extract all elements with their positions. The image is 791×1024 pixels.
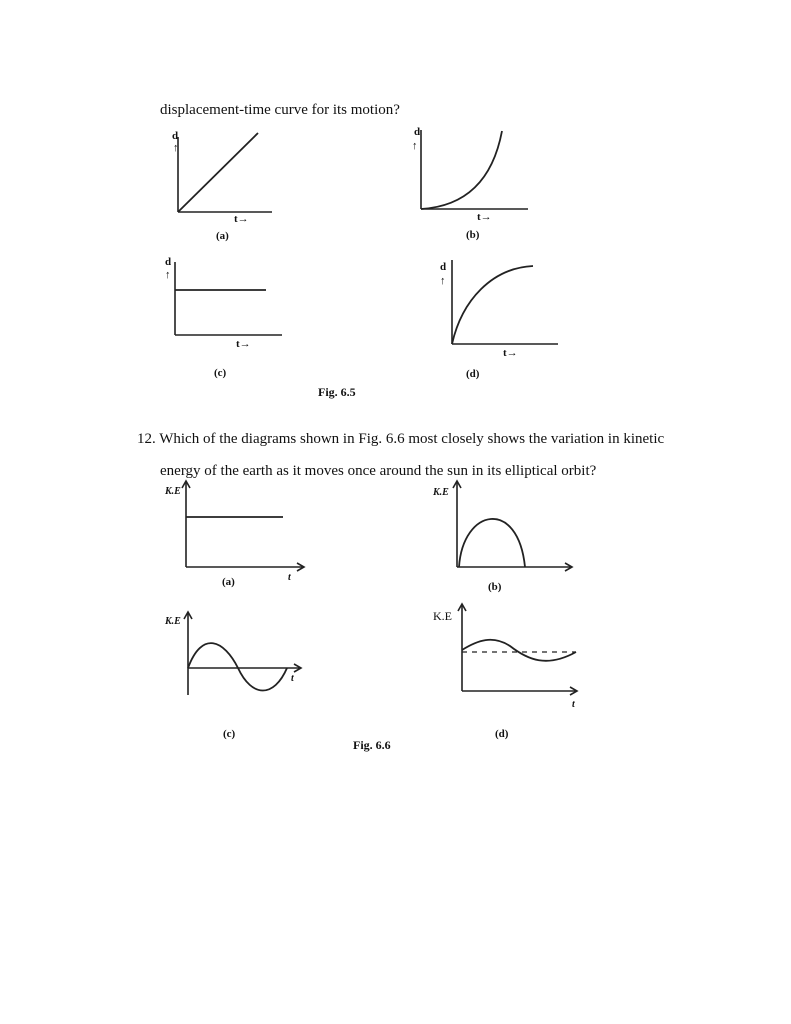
y-axis-label: d [172,130,179,142]
fig-6-5-panel-a [172,130,272,242]
y-axis-arrow: ↑ [165,269,171,281]
fig-6-6-panel-a [164,481,304,588]
y-axis-label: d [440,261,447,273]
y-axis-label: d [414,126,421,138]
panel-label: (a) [216,230,229,242]
kinetic-energy-curve [188,643,287,690]
displacement-curve [178,133,258,212]
kinetic-energy-curve [459,519,525,567]
y-axis-label: K.E [165,616,181,627]
figure-caption-6-5: Fig. 6.5 [318,385,356,399]
panel-label: (b) [466,229,480,241]
x-axis-label: t [291,673,294,684]
fig-6-5-panel-d [440,260,558,380]
fig-6-5-panel-c [165,256,282,379]
x-axis-label: t→ [236,338,251,350]
x-axis-label: t→ [503,347,518,359]
x-axis-label: t [288,572,291,583]
panel-label: (c) [223,728,236,740]
displacement-curve [421,131,502,209]
question-12-line-1: 12. Which of the diagrams shown in Fig. 6.6 most closely shows the variation in kinetic [137,431,665,447]
fig-6-6-panel-d [433,604,577,740]
panel-label: (c) [214,367,227,379]
x-axis-label: t [572,699,575,710]
fig-6-5-panel-b [412,126,528,241]
question-12-line-2: energy of the earth as it moves once around the sun in its elliptical orbit? [160,463,597,479]
y-axis-label: K.E [433,609,452,623]
y-axis-label: d [165,256,172,268]
panel-label: (d) [466,368,480,380]
fig-6-6-panel-c [164,612,301,740]
fig-6-6-panel-b [432,481,572,593]
x-axis-label: t→ [234,213,249,225]
kinetic-energy-curve [462,640,576,661]
y-axis-label: K.E [433,487,449,498]
y-axis-label: K.E [165,486,181,497]
figure-caption-6-6: Fig. 6.6 [353,738,391,752]
panel-label: (b) [488,581,502,593]
y-axis-arrow: ↑ [412,140,418,152]
question-11-tail: displacement-time curve for its motion? [160,102,400,118]
y-axis-arrow: ↑ [440,275,446,287]
x-axis-label: t→ [477,211,492,223]
panel-label: (a) [222,576,235,588]
y-axis-arrow: ↑ [173,142,179,154]
displacement-curve [452,266,533,344]
panel-label: (d) [495,728,509,740]
